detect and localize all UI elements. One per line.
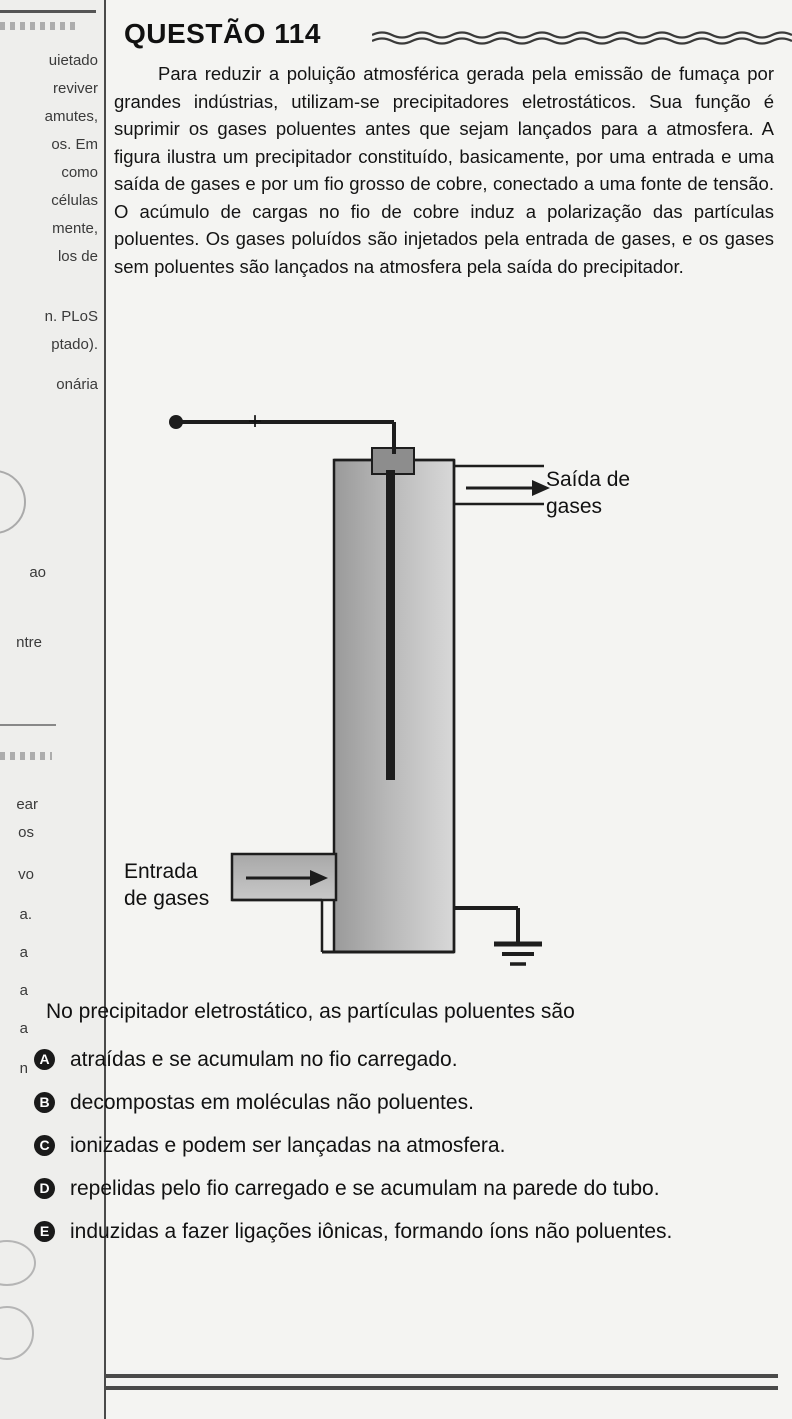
- bleed-fragment: n. PLoS: [44, 308, 98, 325]
- alternative-e[interactable]: [34, 1217, 764, 1247]
- bleed-wave-mid: [0, 752, 52, 760]
- bleed-fragment: a: [19, 982, 28, 999]
- bleed-fragment: vo: [18, 866, 34, 883]
- alternative-d[interactable]: [34, 1174, 764, 1204]
- precipitator-figure: [114, 408, 782, 988]
- bleed-wave-top: [0, 22, 80, 30]
- plus-terminal-label: +: [248, 408, 263, 435]
- bleed-fragment: reviver: [52, 80, 98, 97]
- bleed-fragment: ear: [16, 796, 38, 813]
- gas-inlet-label-line1: Entrada: [124, 860, 198, 883]
- question-statement: Para reduzir a poluição atmosférica gerada pela emissão de fumaça por grandes indústrias, utilizam-se precipitadores eletrostáticos. Sua função é suprimir os gases poluentes antes que sejam lançados para a atmosfera. A figura ilustra um precipitador constituído, basicamente, por uma entrada e uma saída de gases e por um fio grosso de cobre, conectado a uma fonte de tensão. O acúmulo de cargas no fio de cobre induz a polarização das partículas poluentes. Os gases poluídos são injetados pela entrada de gases, e os gases sem poluentes são lançados na atmosfera pela saída do precipitador.: [114, 63, 774, 277]
- gas-outlet-label-line2: gases: [546, 495, 603, 518]
- alternative-text: repelidas pelo fio carregado e se acumulam na parede do tubo.: [70, 1177, 660, 1200]
- alternative-text: induzidas a fazer ligações iônicas, formando íons não poluentes.: [70, 1220, 673, 1243]
- page-title: QUESTÃO 114: [124, 18, 321, 49]
- header-decorative-rule: [372, 30, 786, 46]
- alternative-letter-badge: D: [34, 1178, 55, 1199]
- footer-rule-top: [106, 1374, 778, 1378]
- alternative-letter-badge: C: [34, 1135, 55, 1156]
- alternative-letter-badge: E: [34, 1221, 55, 1242]
- precipitator-diagram: [114, 408, 782, 988]
- alternative-text: atraídas e se acumulam no fio carregado.: [70, 1048, 458, 1071]
- bleed-fragment: a.: [19, 906, 32, 923]
- bleed-fragment: ao: [29, 564, 46, 581]
- gas-inlet-label: [124, 858, 209, 912]
- bleed-fragment: a: [19, 944, 28, 961]
- alternative-text: decompostas em moléculas não poluentes.: [70, 1091, 474, 1114]
- bleed-fragment: os. Em: [51, 136, 98, 153]
- alternative-b[interactable]: [34, 1088, 764, 1118]
- alternative-text: ionizadas e podem ser lançadas na atmosfera.: [70, 1134, 506, 1157]
- bleed-fragment: os: [18, 824, 34, 841]
- alternative-letter-badge: B: [34, 1092, 55, 1113]
- alternative-letter-badge: A: [34, 1049, 55, 1070]
- bleed-rule-mid: [0, 724, 56, 726]
- bleed-arc: [0, 1306, 34, 1360]
- bleed-arc: [0, 470, 26, 534]
- bleed-fragment: onária: [56, 376, 98, 393]
- question-header: [116, 14, 788, 58]
- bleed-fragment: mente,: [52, 220, 98, 237]
- footer-rule-bottom: [106, 1386, 778, 1390]
- alternative-a[interactable]: [34, 1045, 764, 1075]
- bleed-fragment: células: [51, 192, 98, 209]
- alternative-c[interactable]: [34, 1131, 764, 1161]
- bleed-fragment: como: [61, 164, 98, 181]
- bleed-arc: [0, 1240, 36, 1286]
- bleed-fragment: ptado).: [51, 336, 98, 353]
- gas-inlet-label-line2: de gases: [124, 887, 210, 910]
- bleed-fragment: amutes,: [44, 108, 98, 125]
- bleed-fragment: n: [19, 1060, 28, 1077]
- bleed-fragment: a: [19, 1020, 28, 1037]
- bleed-fragment: los de: [57, 248, 98, 265]
- question-stem: No precipitador eletrostático, as partículas poluentes são: [46, 1000, 575, 1023]
- bleed-fragment: uietado: [48, 52, 98, 69]
- gas-outlet-label-line1: Saída de: [546, 468, 631, 491]
- bleed-fragment: ntre: [16, 634, 42, 651]
- bleed-rule-top: [0, 10, 96, 13]
- gas-outlet-label: [546, 466, 630, 520]
- alternatives-list: [34, 1045, 764, 1260]
